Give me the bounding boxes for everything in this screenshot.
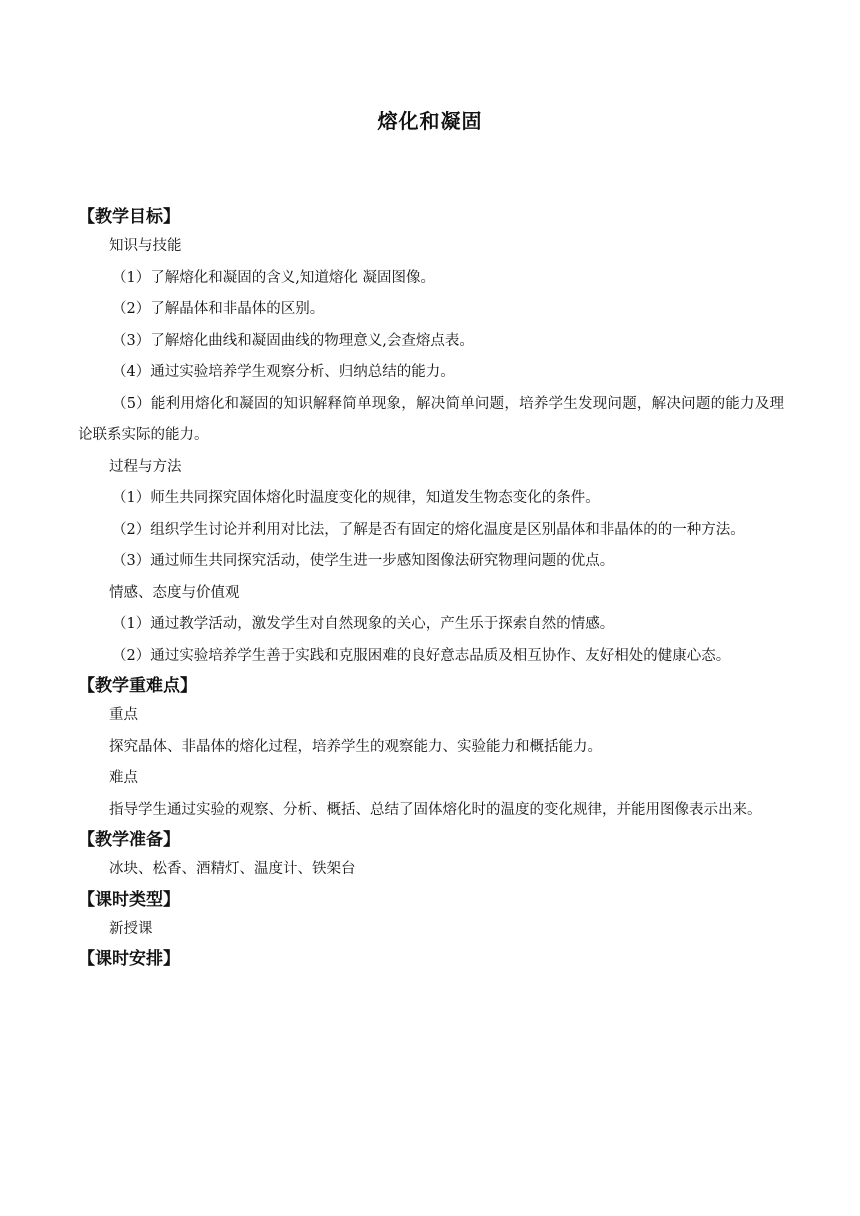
knowledge-item-2: （2）了解晶体和非晶体的区别。 xyxy=(112,301,325,317)
document-body xyxy=(78,203,784,973)
attitude-item-1: （1）通过教学活动，激发学生对自然现象的关心，产生乐于探索自然的情感。 xyxy=(112,616,615,632)
focus-label: 重点 xyxy=(109,707,138,723)
knowledge-label: 知识与技能 xyxy=(109,238,182,254)
attitude-label: 情感、态度与价值观 xyxy=(109,584,240,601)
difficulty-text: 指导学生通过实验的观察、分析、概括、总结了固体熔化时的温度的变化规律，并能用图像表示出来。 xyxy=(109,801,762,818)
process-item-1: （1）师生共同探究固体熔化时温度变化的规律，知道发生物态变化的条件。 xyxy=(112,490,600,506)
lesson-type-heading: 【课时类型】 xyxy=(78,889,180,910)
objectives-heading: 【教学目标】 xyxy=(78,207,180,227)
key-points-heading: 【教学重难点】 xyxy=(78,676,197,696)
preparation-text: 冰块、松香、酒精灯、温度计、铁架台 xyxy=(109,861,356,877)
knowledge-item-3: （3）了解熔化曲线和凝固曲线的物理意义,会查熔点表。 xyxy=(112,332,474,349)
knowledge-item-5: （5）能利用熔化和凝固的知识解释简单现象，解决简单问题，培养学生发现问题，解决问题的能力及理论联系实际的能力。 xyxy=(78,395,784,443)
knowledge-item-4: （4）通过实验培养学生观察分析、归纳总结的能力。 xyxy=(112,364,455,380)
preparation-heading: 【教学准备】 xyxy=(78,830,180,850)
schedule-heading: 【课时安排】 xyxy=(78,949,180,969)
document-title: 熔化和凝固 xyxy=(377,109,483,133)
process-label: 过程与方法 xyxy=(109,458,182,475)
lesson-type-text: 新授课 xyxy=(109,920,153,937)
knowledge-item-1: （1）了解熔化和凝固的含义,知道熔化 凝固图像。 xyxy=(112,269,435,286)
difficulty-label: 难点 xyxy=(109,770,138,786)
focus-text: 探究晶体、非晶体的熔化过程，培养学生的观察能力、实验能力和概括能力。 xyxy=(109,738,602,755)
process-item-3: （3）通过师生共同探究活动，使学生进一步感知图像法研究物理问题的优点。 xyxy=(112,553,615,569)
process-item-2: （2）组织学生讨论并利用对比法，了解是否有固定的熔化温度是区别晶体和非晶体的的一种方法。 xyxy=(112,521,745,538)
attitude-item-2: （2）通过实验培养学生善于实践和克服困难的良好意志品质及相互协作、友好相处的健康心态。 xyxy=(112,647,731,664)
